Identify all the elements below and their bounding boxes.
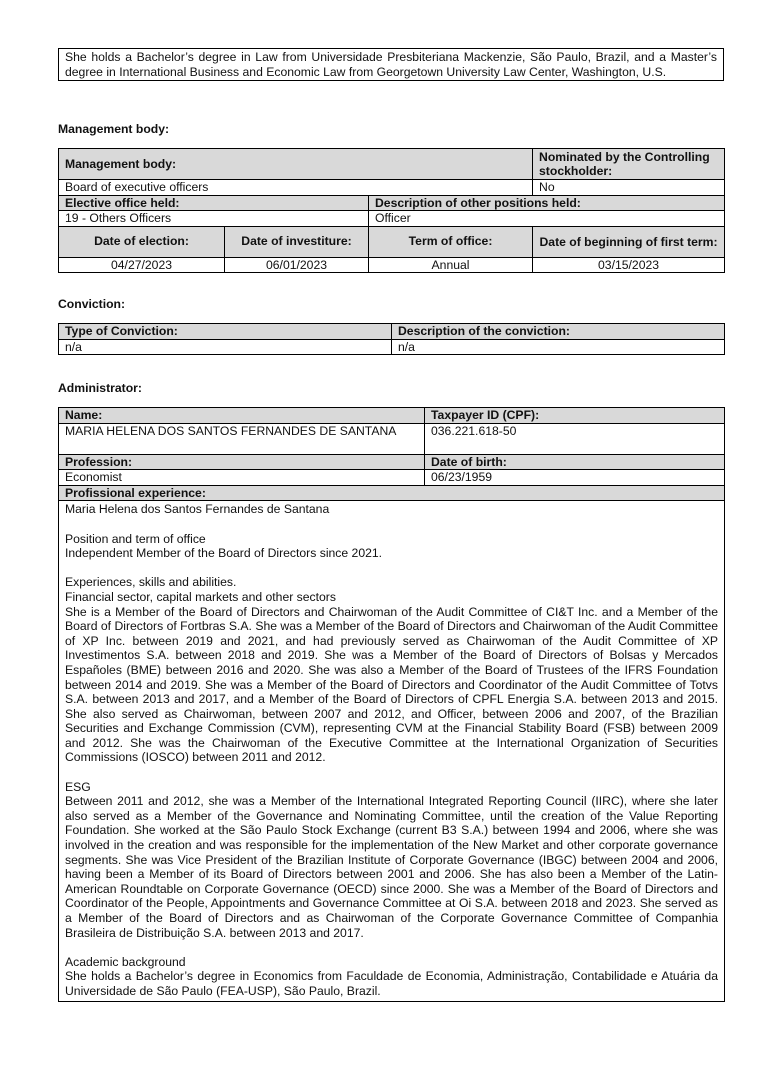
administrator-section-title: Administrator:	[58, 381, 142, 395]
intro-paragraph: She holds a Bachelor’s degree in Law from Universidade Presbiteriana Mackenzie, São Paulo, Brazil, and a Master’s degree in International Business and Economic Law from Georgetown University Law Center, Washington, U.S.	[58, 48, 724, 81]
date-of-birth-value: 06/23/1959	[425, 470, 725, 486]
cpf-label: Taxpayer ID (CPF):	[425, 408, 725, 424]
skills-heading: Experiences, skills and abilities.	[65, 575, 237, 590]
experience-name: Maria Helena dos Santos Fernandes de Santana	[65, 502, 330, 517]
position-text: Independent Member of the Board of Directors since 2021.	[65, 546, 383, 561]
conviction-section-title: Conviction:	[58, 297, 126, 311]
conviction-description-label: Description of the conviction:	[392, 324, 725, 340]
skills-text: She is a Member of the Board of Directors and Chairwoman of the Audit Committee of CI&T Inc. and a Member of the Board of Directors of Fortbras S.A. She was a Member of the Board of Directors and Chairwoman of the Audit Committee of XP Inc. between 2019 and 2021, and had previously served as Chairwoman of the Audit Committee of XP Investimentos S.A. between 2018 and 2019. She was a Member of the Board of Directors of Bolsas y Mercados Españoles (BME) between 2016 and 2020. She was also a Member of the Board of Trustees of the IFRS Foundation between 2014 and 2019. She was a Member of the Board of Directors and Coordinator of the Audit Committee of Totvs S.A. between 2013 and 2017, and a Member of the Board of Directors of CPFL Energia S.A. between 2013 and 2015. She also served as Chairwoman, between 2007 and 2012, and Officer, between 2006 and 2007, of the Brazilian Securities and Exchange Commission (CVM), representing CVM at the Financial Stability Board (FSB) between 2009 and 2012. She was the Chairwoman of the Executive Committee at the International Organization of Securities Commissions (IOSCO) between 2011 and 2012.	[65, 604, 718, 765]
esg-text: Between 2011 and 2012, she was a Member of the International Integrated Reporting Council (IIRC), where she later also served as a Member of the Governance and Nominating Committee, until the creation of the Value Reporting Foundation. She worked at the São Paulo Stock Exchange (current B3 S.A.) between 1994 and 2006, where she was involved in the creation and was responsible for the implementation of the New Market and other corporate governance segments. She was Vice President of the Brazilian Institute of Corporate Governance (IBGC) between 2004 and 2006, having been a Member of its Board of Directors between 2001 and 2006. She has also been a Member of the Latin-American Roundtable on Corporate Governance (OECD) since 2000. She was a Member of the Board of Directors and Coordinator of the People, Appointments and Governance Committee at Oi S.A. between 2018 and 2023. She served as a Member of the Board of Directors and as Chairwoman of the Corporate Governance Committee of Companhia Brasileira de Distribuição S.A. between 2013 and 2017.	[65, 794, 718, 940]
profession-label: Profession:	[59, 454, 425, 470]
other-positions-value: Officer	[369, 211, 725, 227]
name-value: MARIA HELENA DOS SANTOS FERNANDES DE SANTANA	[59, 423, 425, 454]
conviction-table	[58, 323, 725, 355]
administrator-table	[58, 407, 725, 1002]
academic-heading: Academic background	[65, 954, 186, 969]
conviction-type-value: n/a	[59, 339, 392, 355]
term-of-office-value: Annual	[369, 257, 533, 273]
nominated-value: No	[533, 180, 725, 196]
conviction-description-value: n/a	[392, 339, 725, 355]
experience-content	[59, 501, 725, 1001]
other-positions-label: Description of other positions held:	[369, 195, 725, 211]
date-of-investiture-value: 06/01/2023	[225, 257, 369, 273]
management-section-title: Management body:	[58, 122, 170, 136]
esg-heading: ESG	[65, 779, 91, 794]
name-label: Name:	[59, 408, 425, 424]
experience-label: Profissional experience:	[59, 485, 725, 501]
management-table	[58, 148, 725, 273]
date-of-investiture-label: Date of investiture:	[225, 226, 369, 257]
academic-text: She holds a Bachelor’s degree in Economics from Faculdade de Economia, Administração, Contabilidade e Atuária da Universidade de São Paulo (FEA-USP), São Paulo, Brazil.	[65, 969, 718, 998]
conviction-type-label: Type of Conviction:	[59, 324, 392, 340]
management-body-label: Management body:	[59, 149, 533, 180]
date-of-election-label: Date of election:	[59, 226, 225, 257]
profession-value: Economist	[59, 470, 425, 486]
cpf-value: 036.221.618-50	[425, 423, 725, 454]
date-of-birth-label: Date of birth:	[425, 454, 725, 470]
nominated-label: Nominated by the Controlling stockholder:	[533, 149, 725, 180]
elective-office-value: 19 - Others Officers	[59, 211, 369, 227]
elective-office-label: Elective office held:	[59, 195, 369, 211]
management-body-value: Board of executive officers	[59, 180, 533, 196]
position-heading: Position and term of office	[65, 531, 206, 546]
date-of-election-value: 04/27/2023	[59, 257, 225, 273]
first-term-date-value: 03/15/2023	[533, 257, 725, 273]
skills-subheading: Financial sector, capital markets and other sectors	[65, 589, 336, 604]
first-term-date-label: Date of beginning of first term:	[533, 226, 725, 257]
term-of-office-label: Term of office:	[369, 226, 533, 257]
